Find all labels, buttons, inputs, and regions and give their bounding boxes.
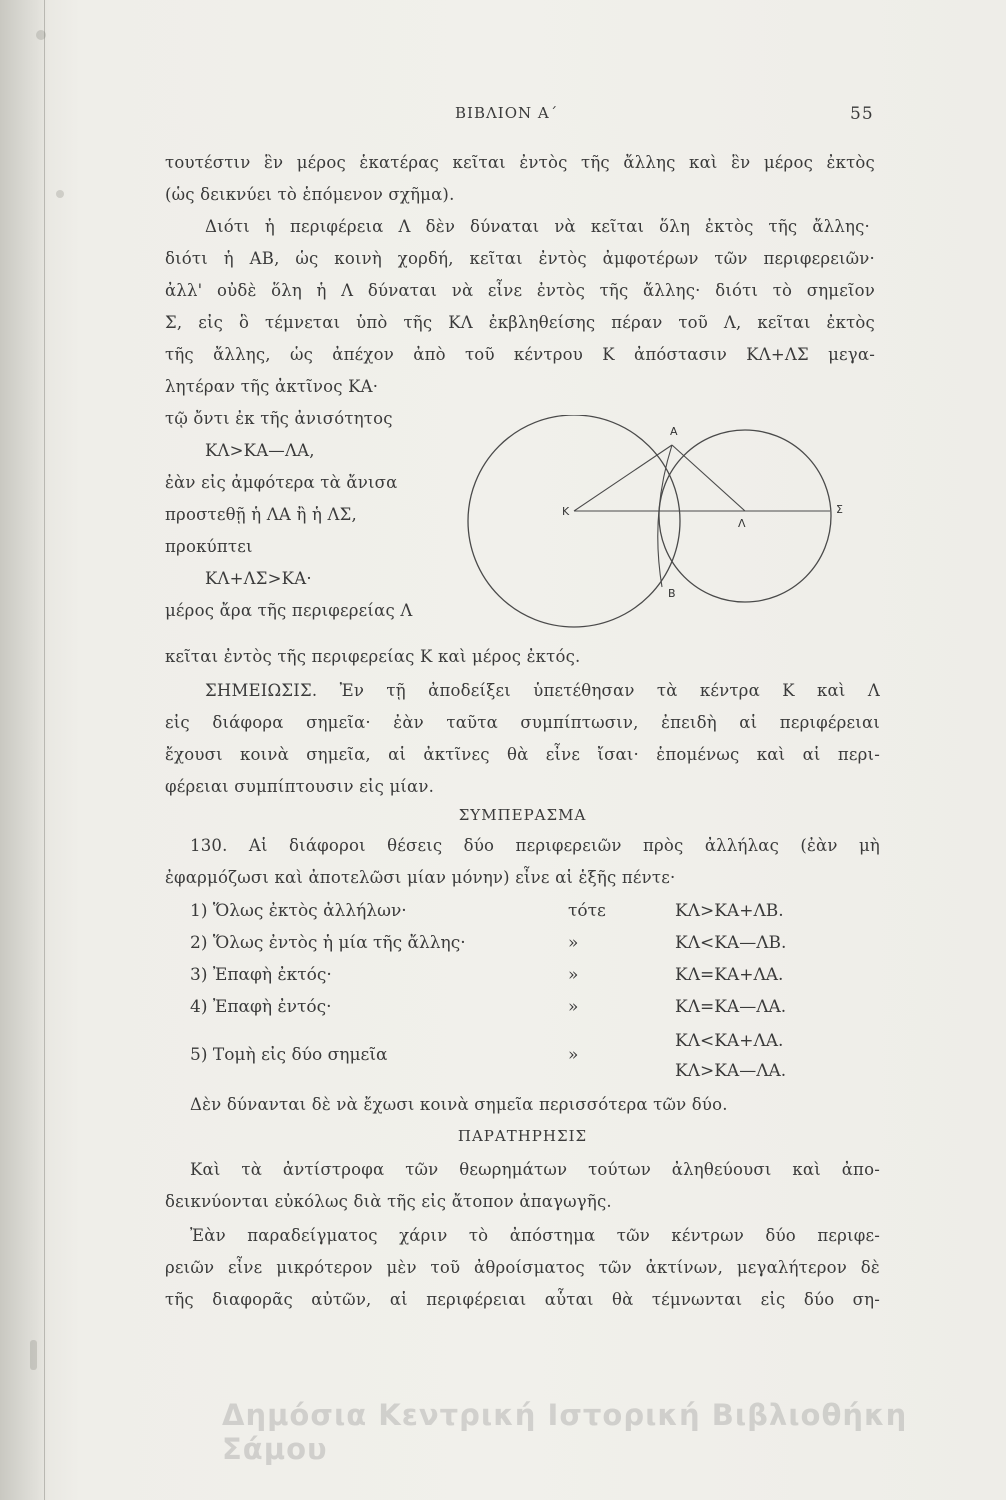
text-line: προστεθῇ ἡ ΛΑ ἢ ἡ ΛΣ,: [165, 505, 357, 524]
text-line: Σ, εἰς ὃ τέμνεται ὑπὸ τῆς ΚΛ ἐκβληθείσης πέραν τοῦ Λ, κεῖται ἐκτὸς: [165, 313, 875, 332]
text-line: κεῖται ἐντὸς τῆς περιφερείας Κ καὶ μέρος ἐκτός.: [165, 647, 581, 666]
text-line: λητέραν τῆς ἀκτῖνος ΚΑ·: [165, 377, 379, 396]
case-formula: ΚΛ>ΚΑ+ΛΒ.: [675, 901, 784, 921]
text-line: τῆς ἄλλης, ὡς ἀπέχον ἀπὸ τοῦ κέντρου Κ ἀπόστασιν ΚΛ+ΛΣ μεγα-: [165, 345, 875, 364]
page-gutter-line: [44, 0, 45, 1500]
case-formula: ΚΛ>ΚΑ—ΛΑ.: [675, 1061, 787, 1081]
label-sigma: Σ: [836, 503, 843, 516]
label-b: Β: [668, 587, 676, 600]
ink-stain: [56, 190, 64, 198]
ink-stain: [36, 30, 46, 40]
note-line: φέρειαι συμπίπτουσιν εἰς μίαν.: [165, 777, 435, 796]
label-a: Α: [670, 425, 678, 438]
text-line: τῆς διαφορᾶς αὐτῶν, αἱ περιφέρειαι αὗται θὰ τέμνωνται εἰς δύο ση-: [165, 1290, 880, 1309]
text-line: Διότι ἡ περιφέρεια Λ δὲν δύναται νὰ κεῖται ὅλη ἐκτὸς τῆς ἄλλης·: [205, 217, 870, 236]
text-line: μέρος ἄρα τῆς περιφερείας Λ: [165, 601, 413, 620]
section-heading-paratirisis: ΠΑΡΑΤΗΡΗΣΙΣ: [457, 1127, 588, 1145]
page-number: 55: [850, 104, 874, 124]
library-watermark: Δημόσια Κεντρική Ιστορική Βιβλιοθήκη Σάμου: [222, 1398, 908, 1466]
inequality: ΚΛ>ΚΑ—ΛΑ,: [205, 441, 315, 460]
text-line: δεικνύονται εὐκόλως διὰ τῆς εἰς ἄτοπον ἀπαγωγῆς.: [165, 1192, 612, 1211]
inequality: ΚΛ+ΛΣ>ΚΑ·: [205, 569, 312, 588]
circles-diagram: [462, 415, 862, 645]
text-line: ἀλλ' οὐδὲ ὅλη ἡ Λ δύναται νὰ εἶνε ἐντὸς τῆς ἄλλης· διότι τὸ σημεῖον: [165, 281, 875, 300]
paragraph-130: 130. Αἱ διάφοροι θέσεις δύο περιφερειῶν πρὸς ἀλλήλας (ἐὰν μὴ: [190, 836, 880, 855]
intersecting-circles-figure: [462, 415, 862, 645]
line-a-l: [672, 445, 745, 511]
text-line: ρειῶν εἶνε μικρότερον μὲν τοῦ ἀθροίσματος τῶν ἀκτίνων, μεγαλήτερον δὲ: [165, 1258, 880, 1277]
book-title: ΒΙΒΛΙΟΝ Α΄: [455, 104, 559, 122]
text-line: προκύπτει: [165, 537, 253, 556]
case-label: 2) Ὅλως ἐντὸς ἡ μία τῆς ἄλλης·: [190, 933, 466, 953]
text-line: τουτέστιν ἓν μέρος ἑκατέρας κεῖται ἐντὸς τῆς ἄλλης καὶ ἓν μέρος ἐκτὸς: [165, 153, 875, 172]
case-label: 4) Ἐπαφὴ ἐντός·: [190, 997, 332, 1017]
text-line: τῷ ὄντι ἐκ τῆς ἀνισότητος: [165, 409, 393, 428]
label-l: Λ: [738, 517, 746, 530]
text-line: ἐὰν εἰς ἀμφότερα τὰ ἄνισα: [165, 473, 398, 492]
case-label: 3) Ἐπαφὴ ἐκτός·: [190, 965, 332, 985]
note-line: εἰς διάφορα σημεῖα· ἐὰν ταῦτα συμπίπτωσιν, ἐπειδὴ αἱ περιφέρειαι: [165, 713, 880, 732]
text-line: (ὡς δεικνύει τὸ ἑπόμενον σχῆμα).: [165, 185, 455, 204]
ink-stain: [30, 1340, 37, 1370]
paragraph-130: ἐφαρμόζωσι καὶ ἀποτελῶσι μίαν μόνην) εἶνε αἱ ἑξῆς πέντε·: [165, 868, 676, 887]
text-line: Καὶ τὰ ἀντίστροφα τῶν θεωρημάτων τούτων ἀληθεύουσι καὶ ἀπο-: [190, 1160, 880, 1179]
line-k-a: [574, 445, 672, 511]
case-word: »: [568, 997, 579, 1017]
note-line: ΣΗΜΕΙΩΣΙΣ. Ἐν τῇ ἀποδείξει ὑπετέθησαν τὰ κέντρα Κ καὶ Λ: [205, 681, 880, 700]
case-formula: ΚΛ<ΚΑ+ΛΑ.: [675, 1031, 784, 1051]
text-line: διότι ἡ ΑΒ, ὡς κοινὴ χορδή, κεῖται ἐντὸς ἀμφοτέρων τῶν περιφερειῶν·: [165, 249, 875, 268]
closing-line: Δὲν δύνανται δὲ νὰ ἔχωσι κοινὰ σημεῖα περισσότερα τῶν δύο.: [190, 1095, 728, 1114]
case-label: 5) Τομὴ εἰς δύο σημεῖα: [190, 1045, 388, 1065]
case-word: »: [568, 965, 579, 985]
case-formula: ΚΛ<ΚΑ—ΛΒ.: [675, 933, 787, 953]
note-line: ἔχουσι κοινὰ σημεῖα, αἱ ἀκτῖνες θὰ εἶνε ἴσαι· ἑπομένως καὶ αἱ περι-: [165, 745, 880, 764]
circle-l: [659, 430, 831, 602]
case-word: »: [568, 1045, 579, 1065]
case-word: τότε: [568, 901, 606, 921]
running-header: [0, 104, 1006, 128]
case-word: »: [568, 933, 579, 953]
text-line: Ἐὰν παραδείγματος χάριν τὸ ἀπόστημα τῶν κέντρων δύο περιφε-: [190, 1226, 880, 1245]
case-formula: ΚΛ=ΚΑ+ΛΑ.: [675, 965, 784, 985]
label-k: Κ: [562, 505, 570, 518]
section-heading-symperasma: ΣΥΜΠΕΡΑΣΜΑ: [458, 806, 587, 824]
case-formula: ΚΛ=ΚΑ—ΛΑ.: [675, 997, 787, 1017]
case-label: 1) Ὅλως ἐκτὸς ἀλλήλων·: [190, 901, 407, 921]
page-spine-shadow: [0, 0, 48, 1500]
circle-k: [468, 415, 680, 627]
